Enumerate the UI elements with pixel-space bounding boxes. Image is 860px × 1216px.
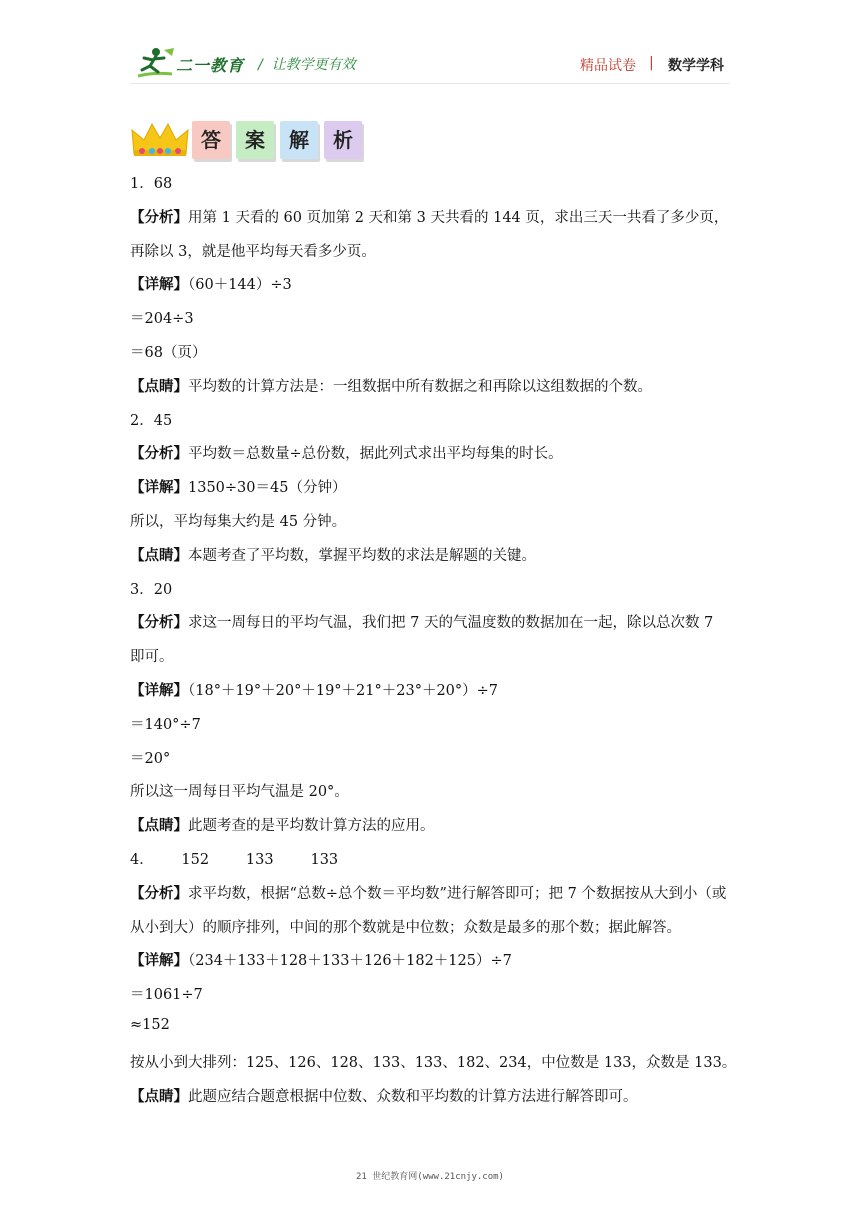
line-text: 1．68 <box>130 176 173 192</box>
section-label: 【详解】 <box>130 276 188 294</box>
line-text: ＝140°÷7 <box>130 716 201 733</box>
text-line <box>130 882 726 903</box>
text-line <box>130 172 172 193</box>
header-separator: | <box>649 55 654 71</box>
line-text: 所以，平均每集大约是 45 分钟。 <box>130 514 347 530</box>
line-text: ＝204÷3 <box>130 311 194 328</box>
text-line <box>130 476 346 497</box>
section-label: 【详解】 <box>130 952 188 970</box>
line-text: 求这一周每日的平均气温，我们把 7 天的气温度数的数据加在一起，除以总次数 7 <box>188 615 714 632</box>
text-line <box>130 341 206 362</box>
text-line <box>130 206 728 227</box>
line-text: （234＋133＋128＋133＋126＋182＋125）÷7 <box>188 953 512 970</box>
line-text: ＝68（页） <box>130 345 207 361</box>
section-label: 【分析】 <box>130 884 188 902</box>
header-tag-subject: 数学学科 <box>668 58 724 74</box>
text-line <box>130 544 536 565</box>
line-text: 1350÷30＝45（分钟） <box>188 480 347 497</box>
text-line <box>130 442 563 463</box>
banner-char-3: 解 <box>280 121 318 159</box>
line-text: （18°＋19°＋20°＋19°＋21°＋23°＋20°）÷7 <box>188 683 499 699</box>
text-line <box>130 679 498 700</box>
header-divider <box>130 83 730 84</box>
text-line <box>130 1085 638 1106</box>
line-text: 按从小到大排列：125、126、128、133、133、182、234，中位数是 133，众数是 133。 <box>130 1054 737 1071</box>
line-text: 用第 1 天看的 60 页加第 2 天和第 3 天共看的 144 页，求出三天一共看了多少页， <box>188 209 729 226</box>
section-label: 【点睛】 <box>130 377 188 395</box>
section-label: 【点睛】 <box>130 546 188 564</box>
text-line <box>130 983 203 1004</box>
line-text: ＝1061÷7 <box>130 987 203 1004</box>
text-line <box>130 375 652 396</box>
crown-icon <box>130 120 190 160</box>
line-text: 2．45 <box>130 412 173 429</box>
text-line <box>130 240 376 261</box>
text-line <box>130 510 346 531</box>
section-label: 【点睛】 <box>130 1087 188 1105</box>
line-text: 此题应结合题意根据中位数、众数和平均数的计算方法进行解答即可。 <box>188 1088 638 1105</box>
page-header <box>0 0 860 100</box>
section-label: 【分析】 <box>130 445 188 463</box>
line-text: 所以这一周每日平均气温是 20°。 <box>130 784 349 801</box>
line-text: 从小到大）的顺序排列，中间的那个数就是中位数；众数是最多的那个数；据此解答。 <box>130 919 681 936</box>
text-line <box>130 747 170 768</box>
line-text: 再除以 3，就是他平均每天看多少页。 <box>130 243 376 260</box>
line-text: 平均数＝总数量÷总份数，据此列式求出平均每集的时长。 <box>188 446 563 463</box>
section-label: 【分析】 <box>130 614 188 632</box>
text-line <box>130 645 174 666</box>
text-line <box>130 916 681 937</box>
line-text: （60＋144）÷3 <box>188 277 292 294</box>
section-label: 【详解】 <box>130 479 188 497</box>
header-tag-premium: 精品试卷 <box>580 58 636 74</box>
page-footer: 21 世纪教育网(www.21cnjy.com) <box>356 1172 504 1182</box>
banner-char-2: 案 <box>236 121 274 159</box>
banner-char-4: 析 <box>324 121 362 159</box>
line-text: ≈152 <box>130 1017 170 1033</box>
logo-text: 二一教育 <box>176 56 245 75</box>
line-text: 求平均数，根据“总数÷总个数＝平均数”进行解答即可；把 7 个数据按从大到小（或 <box>188 885 727 902</box>
section-label: 【点睛】 <box>130 817 188 835</box>
slogan-text: / 让教学更有效 <box>258 57 356 73</box>
section-label: 【详解】 <box>130 682 188 699</box>
text-line <box>130 949 512 970</box>
text-line <box>130 713 201 734</box>
slogan-label: 让教学更有效 <box>271 57 356 73</box>
text-line <box>130 848 338 869</box>
line-text: 此题考查的是平均数计算方法的应用。 <box>188 818 435 835</box>
text-line <box>130 611 713 632</box>
line-text: 本题考查了平均数，掌握平均数的求法是解题的关键。 <box>188 547 536 564</box>
line-text: 4． 152 133 133 <box>130 852 339 868</box>
section-label: 【分析】 <box>130 208 188 226</box>
banner-char-1: 答 <box>192 121 230 159</box>
line-text: 3．20 <box>130 581 173 598</box>
text-line <box>130 273 292 294</box>
line-text: ＝20° <box>130 750 171 767</box>
text-line <box>130 1017 170 1033</box>
text-line <box>130 1051 736 1072</box>
text-line <box>130 814 435 835</box>
text-line <box>130 578 172 599</box>
text-line <box>130 409 172 430</box>
text-line <box>130 307 194 328</box>
answer-analysis-banner <box>130 118 390 164</box>
line-text: 平均数的计算方法是：一组数据中所有数据之和再除以这组数据的个数。 <box>188 378 652 395</box>
line-text: 即可。 <box>130 649 174 666</box>
text-line <box>130 780 349 801</box>
